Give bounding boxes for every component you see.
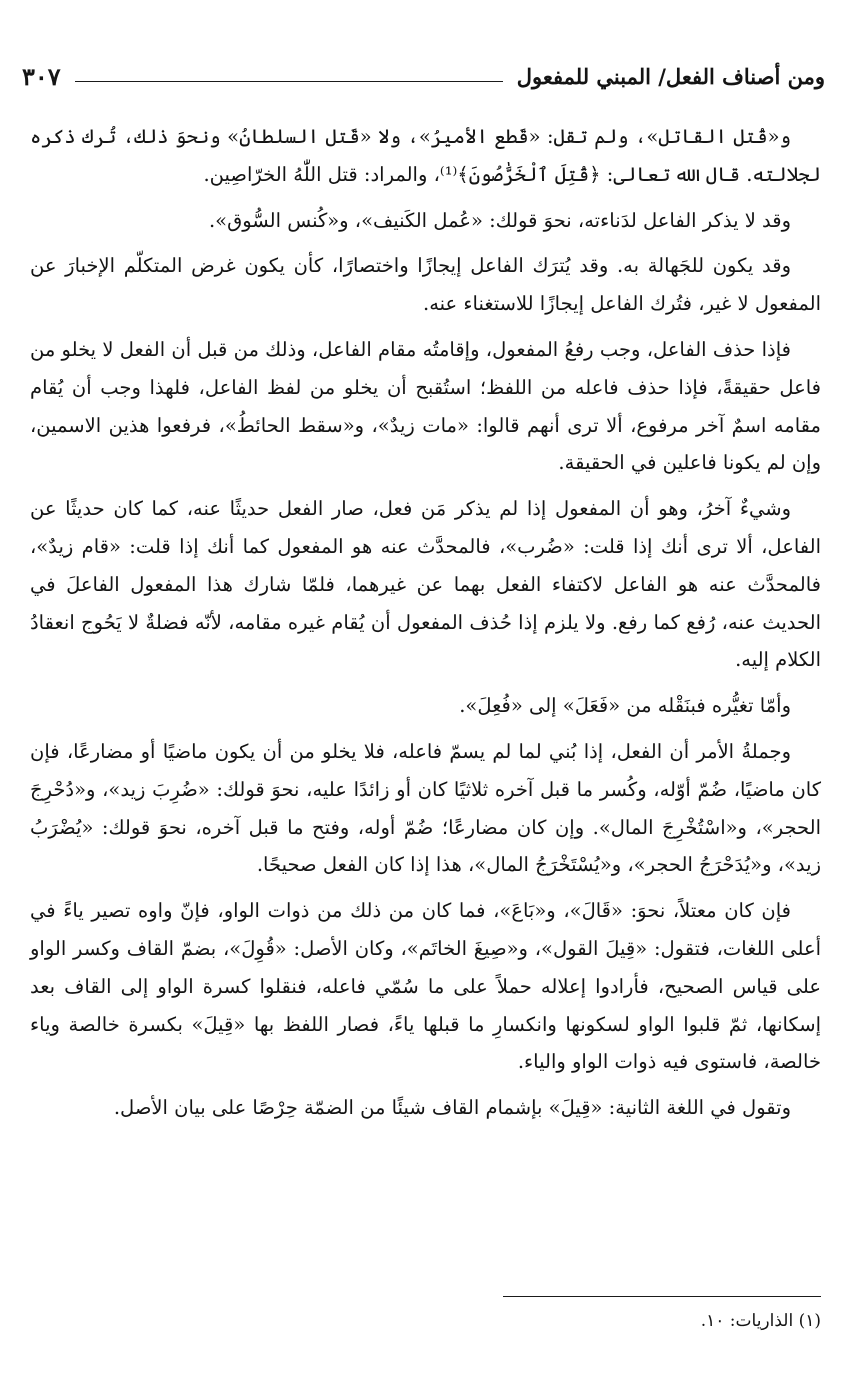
footnote: (١) الذاريات: ١٠. (700, 1311, 821, 1331)
paragraph: وشيءٌ آخرُ، وهو أن المفعول إذا لم يذكر مَن فعل، صار الفعل حديثًا عنه، كما كان حديثًا عن الفاعل، ألا ترى أنك إذا قلت: «ضُرب»، فالمحدَّث عنه هو المفعول كما أنك إذا قلت: «قام زيدٌ»، فالمحدَّث عنه هو الفاعل لاكتفاء الفعل بهما عن غيرهما، فلمّا شارك هذا المفعول الفاعلَ في الحديث عنه، رُفع كما رفع. ولا يلزم إذا حُذف المفعول أن يُقام غيره مقامه، لأنّه فضلةٌ لا يَحُوج انعقادُ الكلام إليه. (30, 497, 821, 672)
paragraph: وقد يكون للجَهالة به. وقد يُترَك الفاعل إيجازًا واختصارًا، كأن يكون غرض المتكلّم الإخبارَ عن المفعول لا غير، فتُرك الفاعل إيجازًا للاستغناء عنه. (30, 254, 821, 316)
running-header (22, 58, 825, 94)
paragraph: وتقول في اللغة الثانية: «قِيلَ» بإشمام القاف شيئًا من الضمّة حِرْصًا على بيان الأصل. (113, 1096, 791, 1120)
paragraph: فإذا حذف الفاعل، وجب رفعُ المفعول، وإقامتُه مقام الفاعل، وذلك من قبل أن الفعل لا يخلو من فاعل حقيقةً، فإذا حذف فاعله من اللفظ؛ استُقبح أن يخلو من لفظ الفاعل، فلهذا وجب أن يُقام مقامه اسمٌ آخر مرفوع، ألا ترى أنهم قالوا: «مات زيدٌ»، و«سقط الحائطُ»، فرفعوا هذين الاسمين، وإن لم يكونا فاعلين في الحقيقة. (30, 337, 821, 475)
body-text (30, 118, 821, 1135)
header-rule (75, 81, 503, 82)
paragraph: وجملةُ الأمر أن الفعل، إذا بُني لما لم يسمّ فاعله، فلا يخلو من أن يكون ماضيًا أو مضارعًا، فإن كان ماضيًا، ضُمّ أوّله، وكُسر ما قبل آخره ثلاثيًا كان أو زائدًا عليه، نحوَ قولك: «ضُرِبَ زيد»، و«دُحْرِجَ الحجر»، و«اسْتُخْرِجَ المال». وإن كان مضارعًا؛ ضُمّ أوله، وفتح ما قبل آخره، نحوَ قولك: «يُضْرَبُ زيد»، و«يُدَحْرَجُ الحجر»، و«يُسْتَخْرَجُ المال»، هذا إذا كان الفعل صحيحًا. (30, 739, 821, 877)
paragraph: و«قُتل القاتل»، ولم تقل: «قَطع الأميرُ»، ولا «قَتل السلطانُ» ونحوَ ذلك، تُرك ذكره لجلالته. قال الله تعالى: ﴿قُتِلَ ٱلْخَرَّٰصُونَ﴾⁽¹⁾، والمراد: قتل اللّٰهُ الخرّاصِين. (30, 125, 821, 186)
paragraph: وقد لا يذكر الفاعل لدَناءته، نحوَ قولك: «عُمل الكَنيف»، و«كُنس السُّوق». (208, 208, 791, 232)
running-title: ومن أصناف الفعل/ المبني للمفعول (516, 63, 825, 89)
footnote-rule (503, 1296, 821, 1297)
paragraph: فإن كان معتلاً، نحوَ: «قَالَ»، و«بَاعَ»، فما كان من ذلك من ذوات الواو، فإنّ واوه تصير ياءً في أعلى اللغات، فتقول: «قِيلَ القول»، و«صِيغَ الخاتَم»، وكان الأصل: «قُوِلَ»، بضمّ القاف وكسر الواو على قياس الصحيح، فأرادوا إعلاله حملاً على ما سُمّي فاعله، فنقلوا كسرة الواو إلى القاف بعد إسكانها، ثمّ قلبوا الواو لسكونها وانكسارِ ما قبلها ياءً، فصار اللفظ بها «قِيلَ» بكسرة خالصة وياء خالصة، فاستوى فيه ذوات الواو والياء. (30, 899, 821, 1074)
page-number: ٣٠٧ (22, 61, 61, 91)
paragraph: وأمّا تغيُّره فبنَقْله من «فَعَلَ» إلى «فُعِلَ». (459, 694, 791, 718)
